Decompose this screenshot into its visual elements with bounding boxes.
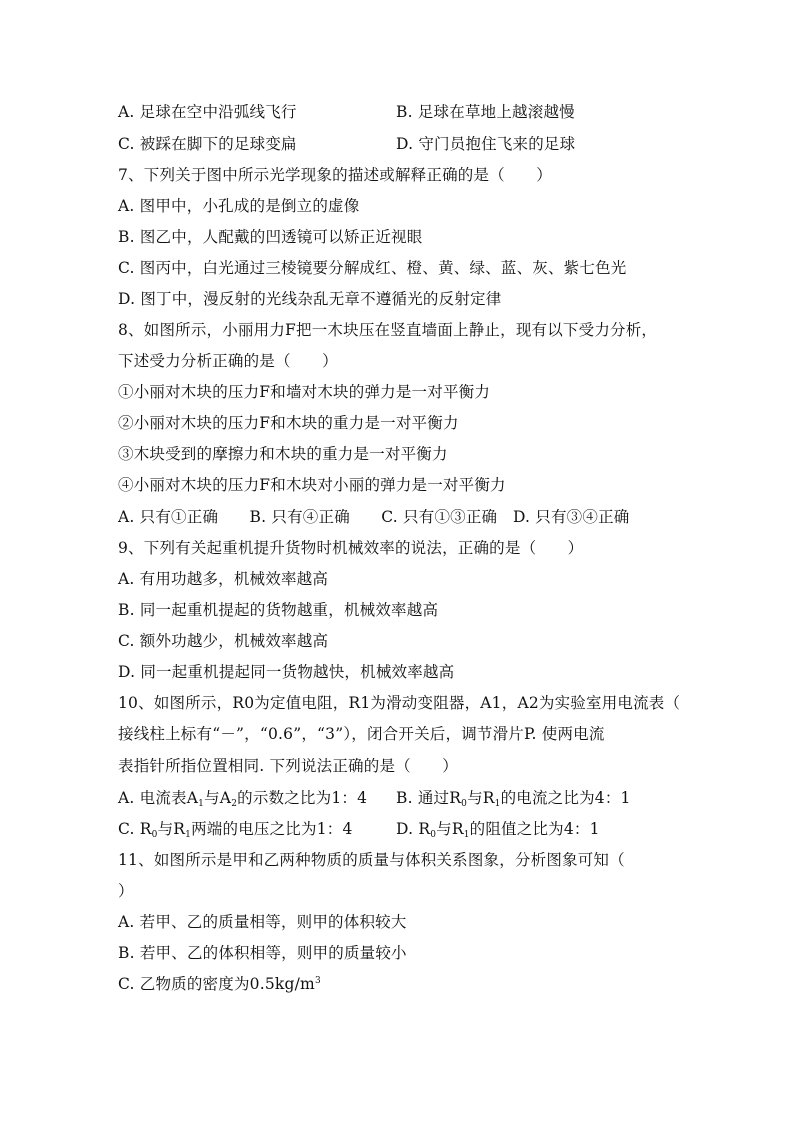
q9-stem: 9、下列有关起重机提升货物时机械效率的说法，正确的是（ ）: [118, 539, 584, 557]
q10-option-c-sub2: 1: [185, 830, 192, 840]
q11-option-c: [118, 974, 321, 994]
q10-option-d-pre: D. R: [396, 820, 431, 838]
q10-option-d: [396, 819, 600, 839]
q9-option-a: A. 有用功越多，机械效率越高: [118, 570, 329, 588]
q8-statement-4: ④小丽对木块的压力F和木块对小丽的弹力是一对平衡力: [118, 476, 506, 494]
q6-option-b: B. 足球在草地上越滚越慢: [396, 103, 575, 121]
q10-option-row-2: [118, 819, 600, 840]
q11-option-c-pre: C. 乙物质的密度为0.5kg/m: [118, 975, 315, 993]
q10-option-c: [118, 820, 353, 838]
q7-stem: 7、下列关于图中所示光学现象的描述或解释正确的是（ ）: [118, 166, 552, 184]
q10-option-a: [118, 789, 367, 807]
q10-option-b-post: 的电流之比为4：1: [500, 789, 631, 807]
q6-option-row-2: [118, 134, 576, 154]
q6-option-d: D. 守门员抱住飞来的足球: [396, 135, 576, 153]
q10-option-c-sub1: 0: [151, 830, 158, 840]
q10-option-b-sub2: 1: [494, 799, 501, 809]
q8-stem-line1: 8、如图所示，小丽用力F把一木块压在竖直墙面上静止，现有以下受力分析，: [118, 321, 658, 339]
q10-option-a-sub2: 2: [231, 799, 238, 809]
q10-option-row-1: [118, 788, 631, 809]
q10-option-a-sub1: 1: [198, 799, 205, 809]
q7-option-b: B. 图乙中，人配戴的凹透镜可以矫正近视眼: [118, 228, 423, 246]
q10-option-d-sub2: 1: [463, 830, 470, 840]
q11-option-a: A. 若甲、乙的质量相等，则甲的体积较大: [118, 913, 407, 931]
q8-statement-2: ②小丽对木块的压力F和木块的重力是一对平衡力: [118, 414, 459, 432]
q11-stem-line1: 11、如图所示是甲和乙两种物质的质量与体积关系图象，分析图象可知（: [118, 851, 625, 869]
q9-option-b: B. 同一起重机提起的货物越重，机械效率越高: [118, 601, 439, 619]
q11-option-b: B. 若甲、乙的体积相等，则甲的质量较小: [118, 944, 407, 962]
q7-option-d: D. 图丁中，漫反射的光线杂乱无章不遵循光的反射定律: [118, 290, 502, 308]
q9-option-c: C. 额外功越少，机械效率越高: [118, 632, 329, 650]
q6-option-a: A. 足球在空中沿弧线飞行: [118, 103, 297, 121]
q10-option-b-sub1: 0: [461, 799, 468, 809]
q10-stem-line1: 10、如图所示，R0为定值电阻，R1为滑动变阻器，A1，A2为实验室用电流表（: [118, 694, 681, 712]
q7-option-c: C. 图丙中，白光通过三棱镜要分解成红、橙、黄、绿、蓝、灰、紫七色光: [118, 259, 627, 277]
q11-option-c-sup: 3: [314, 976, 321, 986]
q10-option-a-mid: 与A: [204, 789, 232, 807]
q10-option-d-post: 的阻值之比为4：1: [469, 820, 600, 838]
q10-option-a-post: 的示数之比为1：4: [237, 789, 368, 807]
q10-stem-line2: 接线柱上标有“－”，“0.6”，“3”），闭合开关后，调节滑片P. 使两电流: [118, 725, 605, 743]
q10-option-c-post: 两端的电压之比为1：4: [191, 820, 353, 838]
q10-option-c-pre: C. R: [118, 820, 152, 838]
q10-option-b-mid: 与R: [467, 789, 495, 807]
q6-option-row-1: [118, 102, 575, 122]
q8-statement-1: ①小丽对木块的压力F和墙对木块的弹力是一对平衡力: [118, 383, 491, 401]
q10-stem-line3: 表指针所指位置相同. 下列说法正确的是（ ）: [118, 757, 458, 775]
q10-option-a-pre: A. 电流表A: [118, 789, 199, 807]
q8-statement-3: ③木块受到的摩擦力和木块的重力是一对平衡力: [118, 445, 448, 463]
q10-option-d-sub1: 0: [430, 830, 437, 840]
q11-stem-line2: ）: [118, 882, 134, 900]
q10-option-c-mid: 与R: [157, 820, 186, 838]
q10-option-d-mid: 与R: [436, 820, 464, 838]
q10-option-b-pre: B. 通过R: [396, 789, 462, 807]
q8-stem-line2: 下述受力分析正确的是（ ）: [118, 352, 338, 370]
q6-option-c: C. 被踩在脚下的足球变扁: [118, 135, 297, 153]
q7-option-a: A. 图甲中，小孔成的是倒立的虚像: [118, 197, 360, 215]
q8-options: A. 只有①正确 B. 只有④正确 C. 只有①③正确 D. 只有③④正确: [118, 508, 630, 526]
q9-option-d: D. 同一起重机提起同一货物越快，机械效率越高: [118, 663, 455, 681]
q10-option-b: [396, 788, 631, 808]
